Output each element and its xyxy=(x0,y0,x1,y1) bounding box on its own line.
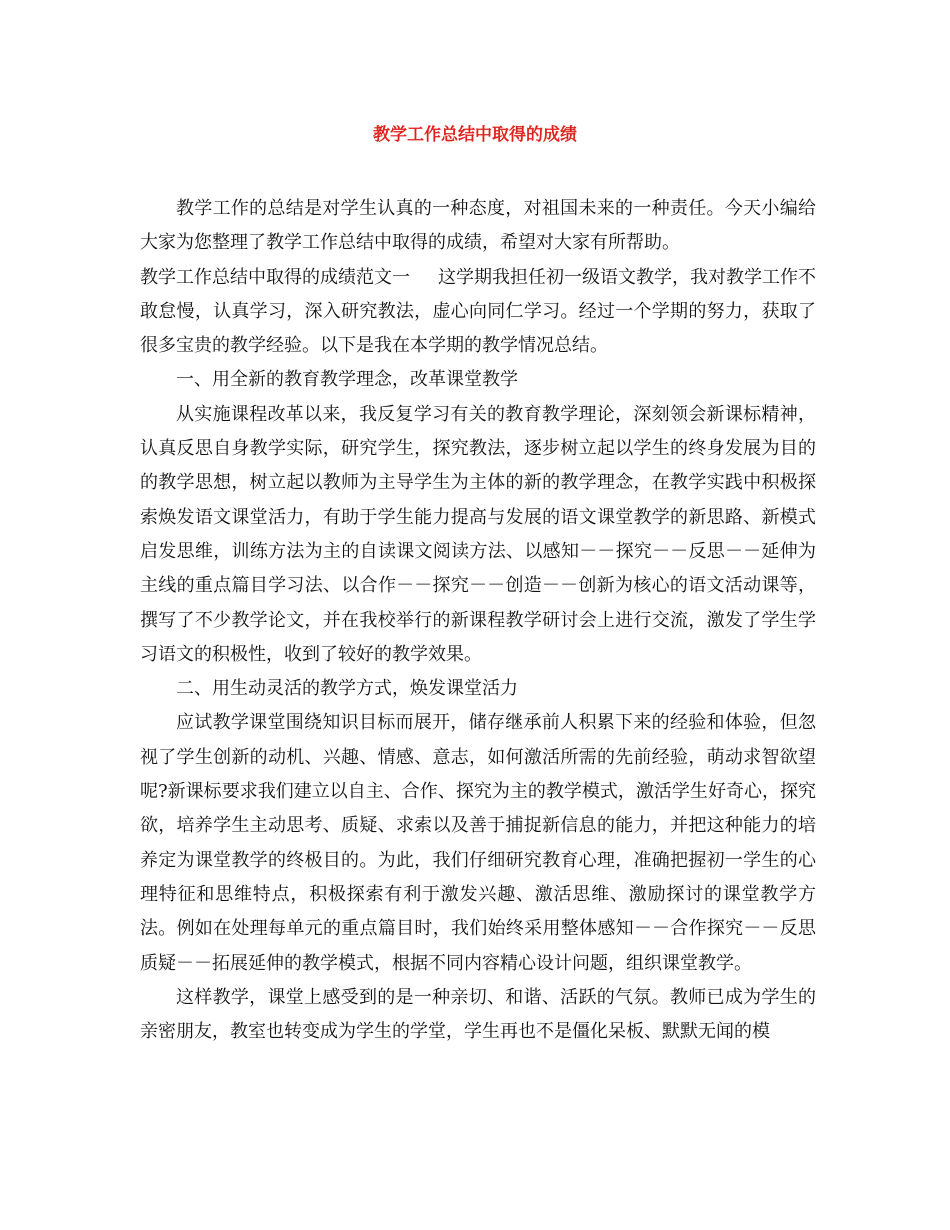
intro-paragraph: 教学工作的总结是对学生认真的一种态度，对祖国未来的一种责任。今天小编给大家为您整理了教学工作总结中取得的成绩，希望对大家有所帮助。 xyxy=(140,198,816,254)
section2-paragraph-2: 这样教学，课堂上感受到的是一种亲切、和谐、活跃的气氛。教师已成为学生的亲密朋友，教室也转变成为学生的学堂，学生再也不是僵化呆板、默默无闻的模 xyxy=(140,986,816,1043)
section1-paragraph: 从实施课程改革以来，我反复学习有关的教育教学理论，深刻领会新课标精神，认真反思自身教学实际，研究学生，探究教法，逐步树立起以学生的终身发展为目的的教学思想，树立起以教师为主导学生为主体的新的教学理念，在教学实践中积极探索焕发语文课堂活力，有助于学生能力提高与发展的语文课堂教学的新思路、新模式启发思维，训练方法为主的自读课文阅读方法、以感知－－探究－－反思－－延伸为主线的重点篇目学习法、以合作－－探究－－创造－－创新为核心的语文活动课等，撰写了不少教学论文，并在我校举行的新课程教学研讨会上进行交流，激发了学生学习语文的积极性，收到了较好的教学效果。 xyxy=(140,403,816,665)
section2-paragraph: 应试教学课堂围绕知识目标而展开，储存继承前人积累下来的经验和体验，但忽视了学生创新的动机、兴趣、情感、意志，如何激活所需的先前经验，萌动求智欲望呢?新课标要求我们建立以自主、合作、探究为主的教学模式，激活学生好奇心，探究欲，培养学生主动思考、质疑、求索以及善于捕捉新信息的能力，并把这种能力的培养定为课堂教学的终极目的。为此，我们仔细研究教育心理，准确把握初一学生的心理特征和思维特点，积极探索有利于激发兴趣、激活思维、激励探讨的课堂教学方法。例如在处理每单元的重点篇目时，我们始终采用整体感知－－合作探究－－反思质疑－－拓展延伸的教学模式，根据不同内容精心设计问题，组织课堂教学。 xyxy=(140,712,816,974)
section1-heading: 一、用全新的教育教学理念，改革课堂教学 xyxy=(176,369,518,391)
sample-paragraph xyxy=(140,261,816,364)
sample-opening-text: 这学期我担任初一级语文教学，我对教学工作不敢怠慢，认真学习，深入研究教法，虚心向同仁学习。经过一个学期的努力，获取了很多宝贵的教学经验。以下是我在本学期的教学情况总结。 xyxy=(140,266,816,357)
document-title: 教学工作总结中取得的成绩 xyxy=(373,125,577,145)
sample-heading: 教学工作总结中取得的成绩范文一 xyxy=(140,266,410,288)
section2-heading: 二、用生动灵活的教学方式，焕发课堂活力 xyxy=(176,678,518,700)
document-body xyxy=(140,192,816,1049)
